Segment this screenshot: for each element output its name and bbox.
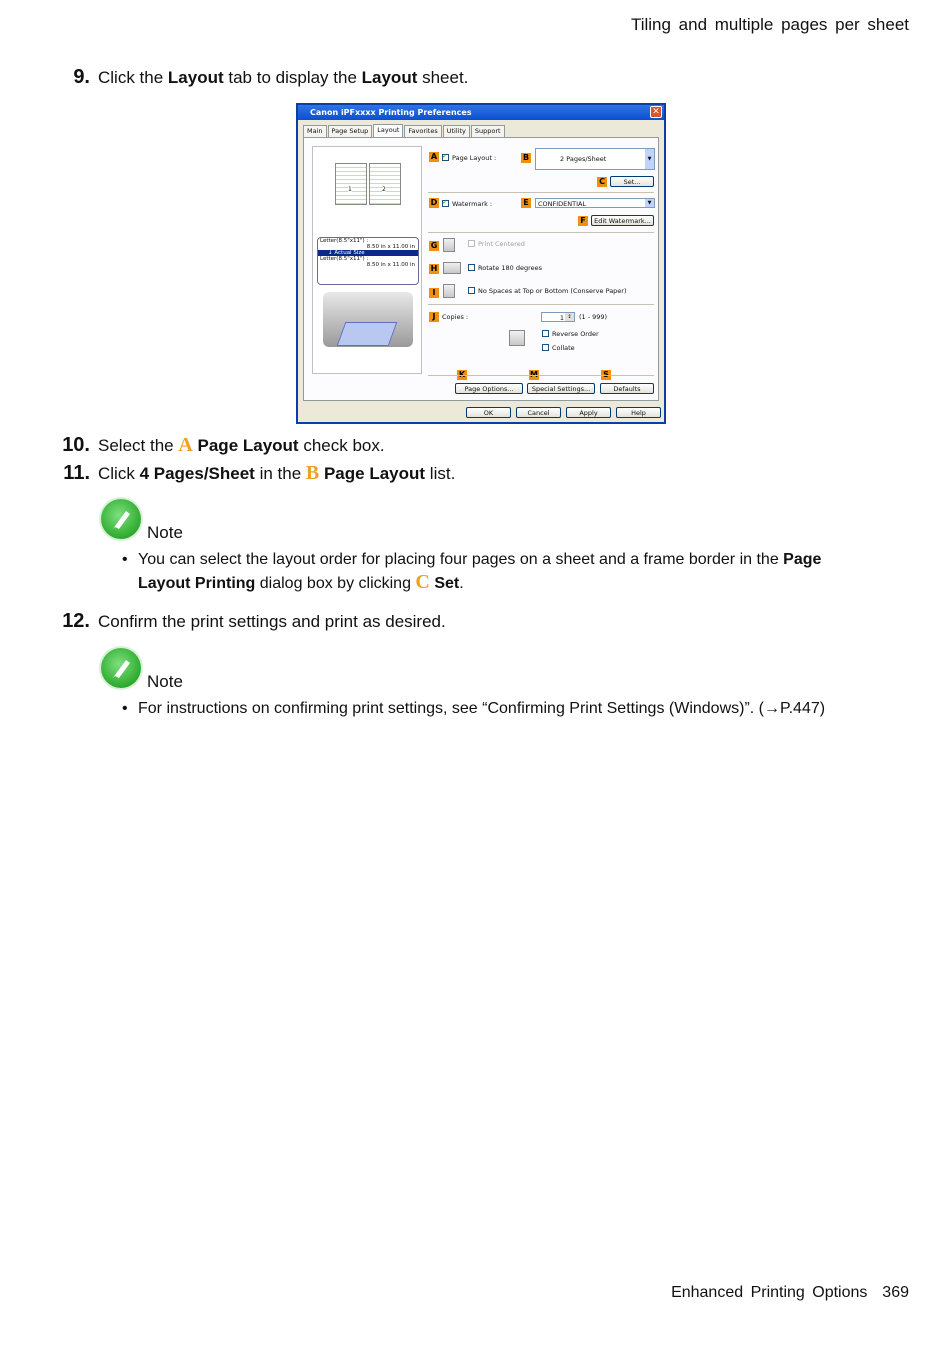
layout-sheet bbox=[303, 137, 659, 401]
tab-utility[interactable]: Utility bbox=[443, 125, 470, 137]
callout-a: A bbox=[430, 152, 438, 161]
no-spaces-label: No Spaces at Top or Bottom (Conserve Paper) bbox=[478, 287, 627, 295]
page-footer bbox=[671, 1284, 909, 1302]
step-11 bbox=[50, 462, 455, 485]
page-layout-select[interactable]: 2 Pages/Sheet ▼ bbox=[535, 148, 655, 170]
step-number: 9. bbox=[73, 66, 90, 88]
callout-b: B bbox=[522, 153, 530, 162]
note-bullet: • You can select the layout order for placing four pages on a sheet and a frame border in the Page Layout Printing dialog box by clicking C Set. bbox=[122, 551, 822, 593]
chevron-down-icon: ▼ bbox=[645, 149, 654, 169]
tab-page-setup[interactable]: Page Setup bbox=[328, 125, 373, 137]
callout-g: G bbox=[430, 241, 438, 250]
cancel-button[interactable]: Cancel bbox=[516, 407, 561, 418]
copies-label: Copies : bbox=[442, 313, 469, 321]
running-header: Tiling and multiple pages per sheet bbox=[630, 15, 909, 34]
ok-button[interactable]: OK bbox=[466, 407, 511, 418]
close-icon[interactable]: ✕ bbox=[650, 106, 662, 118]
note-pencil-icon bbox=[101, 499, 141, 539]
step-text: Click 4 Pages/Sheet in the B Page Layout list. bbox=[98, 462, 456, 484]
preview-page: 2 bbox=[369, 163, 401, 205]
step-text: Click the Layout tab to display the Layout sheet. bbox=[98, 68, 469, 87]
collate-label: Collate bbox=[552, 344, 575, 352]
rotate-checkbox[interactable] bbox=[468, 264, 475, 271]
callout-f: F bbox=[578, 216, 588, 226]
watermark-checkbox[interactable] bbox=[442, 200, 449, 207]
callout-j: J bbox=[429, 312, 439, 322]
note-bullet: • For instructions on confirming print settings, see “Confirming Print Settings (Windows)”. (→P.447) bbox=[122, 700, 826, 717]
printer-image bbox=[323, 292, 413, 347]
tab-strip bbox=[303, 125, 506, 137]
tab-layout[interactable]: Layout bbox=[373, 124, 403, 138]
page-number: 369 bbox=[882, 1284, 909, 1301]
step-number: 10. bbox=[62, 434, 90, 456]
rotate-label: Rotate 180 degrees bbox=[478, 264, 542, 272]
actual-size-row: ↓ Actual Size bbox=[318, 250, 418, 256]
special-settings-button[interactable]: Special Settings... bbox=[527, 383, 595, 394]
callout-c: C bbox=[597, 177, 607, 187]
tab-support[interactable]: Support bbox=[471, 125, 505, 137]
page-layout-label: Page Layout : bbox=[452, 154, 497, 162]
callout-letter: C bbox=[415, 571, 430, 593]
callout-d: D bbox=[430, 198, 438, 207]
spin-icon[interactable]: ↕ bbox=[565, 313, 574, 321]
step-number: 11. bbox=[63, 462, 90, 484]
step-9 bbox=[50, 66, 468, 89]
tab-main[interactable]: Main bbox=[303, 125, 327, 137]
help-button[interactable]: Help bbox=[616, 407, 661, 418]
copies-stepper[interactable]: 1 ↕ bbox=[541, 312, 575, 322]
defaults-button[interactable]: Defaults bbox=[600, 383, 654, 394]
set-button[interactable]: Set... bbox=[610, 176, 654, 187]
print-centered-icon bbox=[443, 238, 455, 252]
callout-i: I bbox=[429, 288, 439, 298]
step-text: Confirm the print settings and print as desired. bbox=[98, 612, 446, 631]
layout-preview bbox=[312, 146, 422, 374]
note-pencil-icon bbox=[101, 648, 141, 688]
callout-letter: A bbox=[178, 434, 193, 456]
paper-size-info: Letter(8.5"x11") : 8.50 in x 11.00 in ↓ Actual Size Letter(8.5"x11") : 8.50 in x 11.00 in bbox=[317, 237, 419, 285]
step-12 bbox=[50, 610, 446, 633]
printing-preferences-dialog bbox=[296, 103, 666, 424]
print-centered-label: Print Centered bbox=[478, 240, 525, 248]
step-number: 12. bbox=[62, 610, 90, 632]
chevron-down-icon: ▼ bbox=[645, 199, 654, 207]
page-options-button[interactable]: Page Options... bbox=[455, 383, 523, 394]
collate-checkbox[interactable] bbox=[542, 344, 549, 351]
callout-h: H bbox=[430, 264, 438, 273]
watermark-select[interactable]: CONFIDENTIAL ▼ bbox=[535, 198, 655, 208]
conserve-paper-icon bbox=[443, 284, 455, 298]
page-layout-checkbox[interactable] bbox=[442, 154, 449, 161]
no-spaces-checkbox[interactable] bbox=[468, 287, 475, 294]
callout-letter: B bbox=[305, 462, 320, 484]
apply-button[interactable]: Apply bbox=[566, 407, 611, 418]
note-label: Note bbox=[147, 523, 183, 542]
preview-page: 1 bbox=[335, 163, 367, 205]
rotate-icon bbox=[443, 262, 461, 274]
watermark-label: Watermark : bbox=[452, 200, 493, 208]
reverse-order-label: Reverse Order bbox=[552, 330, 599, 338]
reverse-order-checkbox[interactable] bbox=[542, 330, 549, 337]
tab-favorites[interactable]: Favorites bbox=[404, 125, 441, 137]
footer-section: Enhanced Printing Options bbox=[671, 1284, 868, 1301]
print-centered-checkbox[interactable] bbox=[468, 240, 475, 247]
step-text: Select the A Page Layout check box. bbox=[98, 434, 385, 456]
copies-range: (1 - 999) bbox=[579, 313, 608, 321]
dialog-title: Canon iPFxxxx Printing Preferences bbox=[298, 105, 664, 120]
note-label: Note bbox=[147, 672, 183, 691]
edit-watermark-button[interactable]: Edit Watermark... bbox=[591, 215, 654, 226]
copies-stack-icon bbox=[509, 330, 525, 346]
callout-e: E bbox=[521, 198, 531, 208]
step-10 bbox=[50, 434, 385, 457]
